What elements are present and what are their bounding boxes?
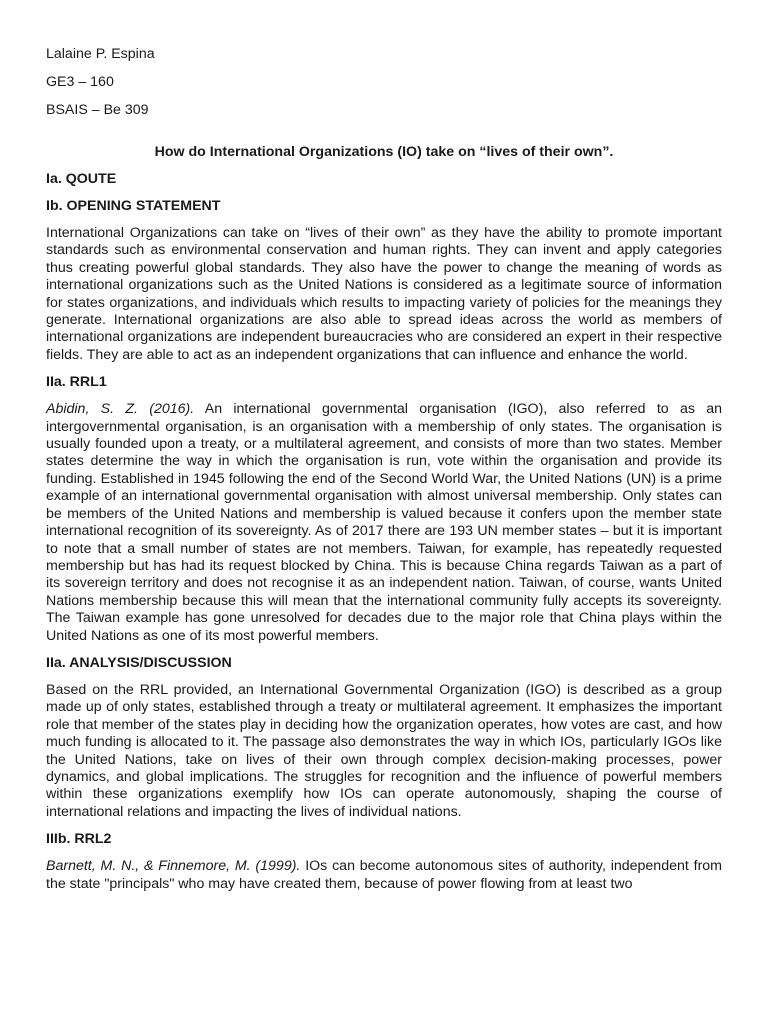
analysis-heading: IIa. ANALYSIS/DISCUSSION [46, 654, 232, 671]
document-title: How do International Organizations (IO) take on “lives of their own”. [154, 144, 614, 160]
opening-statement-heading: Ib. OPENING STATEMENT [46, 198, 221, 214]
rrl2-heading: IIIb. RRL2 [46, 831, 112, 848]
analysis-text: Based on the RRL provided, an International Governmental Organization (IGO) is described as a group made up of only states, established through a treaty or multilateral agreement. It emphasizes the important role that member of the states play in deciding how the organization operates, how votes are cast, and how much funding is allocated to it. The passage also demonstrates the way in which IOs, particularly IGOs like the United Nations, take on lives of their own through complex decision-making processes, power dynamics, and global implications. The struggles for recognition and the influence of powerful members within these organizations exemplify how IOs can operate autonomously, shaping the course of international relations and impacting the lives of individual nations. [46, 681, 722, 820]
rrl1-paragraph [46, 401, 722, 645]
document-page [46, 46, 722, 903]
rrl1-heading: IIa. RRL1 [46, 374, 107, 391]
rrl2-text: IOs can become autonomous sites of authority, independent from the state "principals" who may have created them, because of power flowing from at least two [46, 858, 722, 892]
rrl1-citation: Abidin, S. Z. (2016). [46, 401, 195, 418]
course-code: GE3 – 160 [46, 74, 114, 90]
rrl2-paragraph [46, 858, 722, 893]
rrl1-text: An international governmental organisation (IGO), also referred to as an intergovernmental organisation, is an organisation with a membership of only states. The organisation is usually founded upon a treaty, or a multilateral agreement, and consists of more than two states. Member states determine the way in which the organisation is run, vote within the organisation and provide its funding. Established in 1945 following the end of the Second World War, the United Nations (UN) is a prime example of an international governmental organisation with almost universal membership. Only states can be members of the United Nations and membership is valued because it confers upon the member state international recognition of its sovereignty. As of 2017 there are 193 UN member states – but it is important to note that a small number of states are not members. Taiwan, for example, has repeatedly requested membership but has had its request blocked by China. This is because China regards Taiwan as a part of its sovereign territory and does not recognise it as an independent nation. Taiwan, of course, wants United Nations membership because this will mean that the international community fully accepts its sovereignty. The Taiwan example has gone unresolved for decades due to the major role that China plays within the United Nations as one of its most powerful members. [46, 401, 723, 644]
rrl2-citation: Barnett, M. N., & Finnemore, M. (1999). [46, 858, 301, 875]
author-name: Lalaine P. Espina [46, 46, 155, 62]
opening-statement-text: International Organizations can take on “lives of their own” as they have the ability to promote important standards such as environmental conservation and human rights. They can invent and apply categories thus creating powerful global standards. They also have the power to change the meaning of words as international organizations such as the United Nations is considered as a legitimate source of information for states organizations, and individuals which results to impacting variety of policies for the meanings they generate. International organizations are also able to spread ideas across the world as members of international organizations are independent bureaucracies who are considered an expert in their respective fields. They are able to act as an independent organizations that can influence and enhance the world. [46, 225, 722, 363]
section-code: BSAIS – Be 309 [46, 102, 149, 118]
quote-heading: Ia. QOUTE [46, 171, 117, 187]
